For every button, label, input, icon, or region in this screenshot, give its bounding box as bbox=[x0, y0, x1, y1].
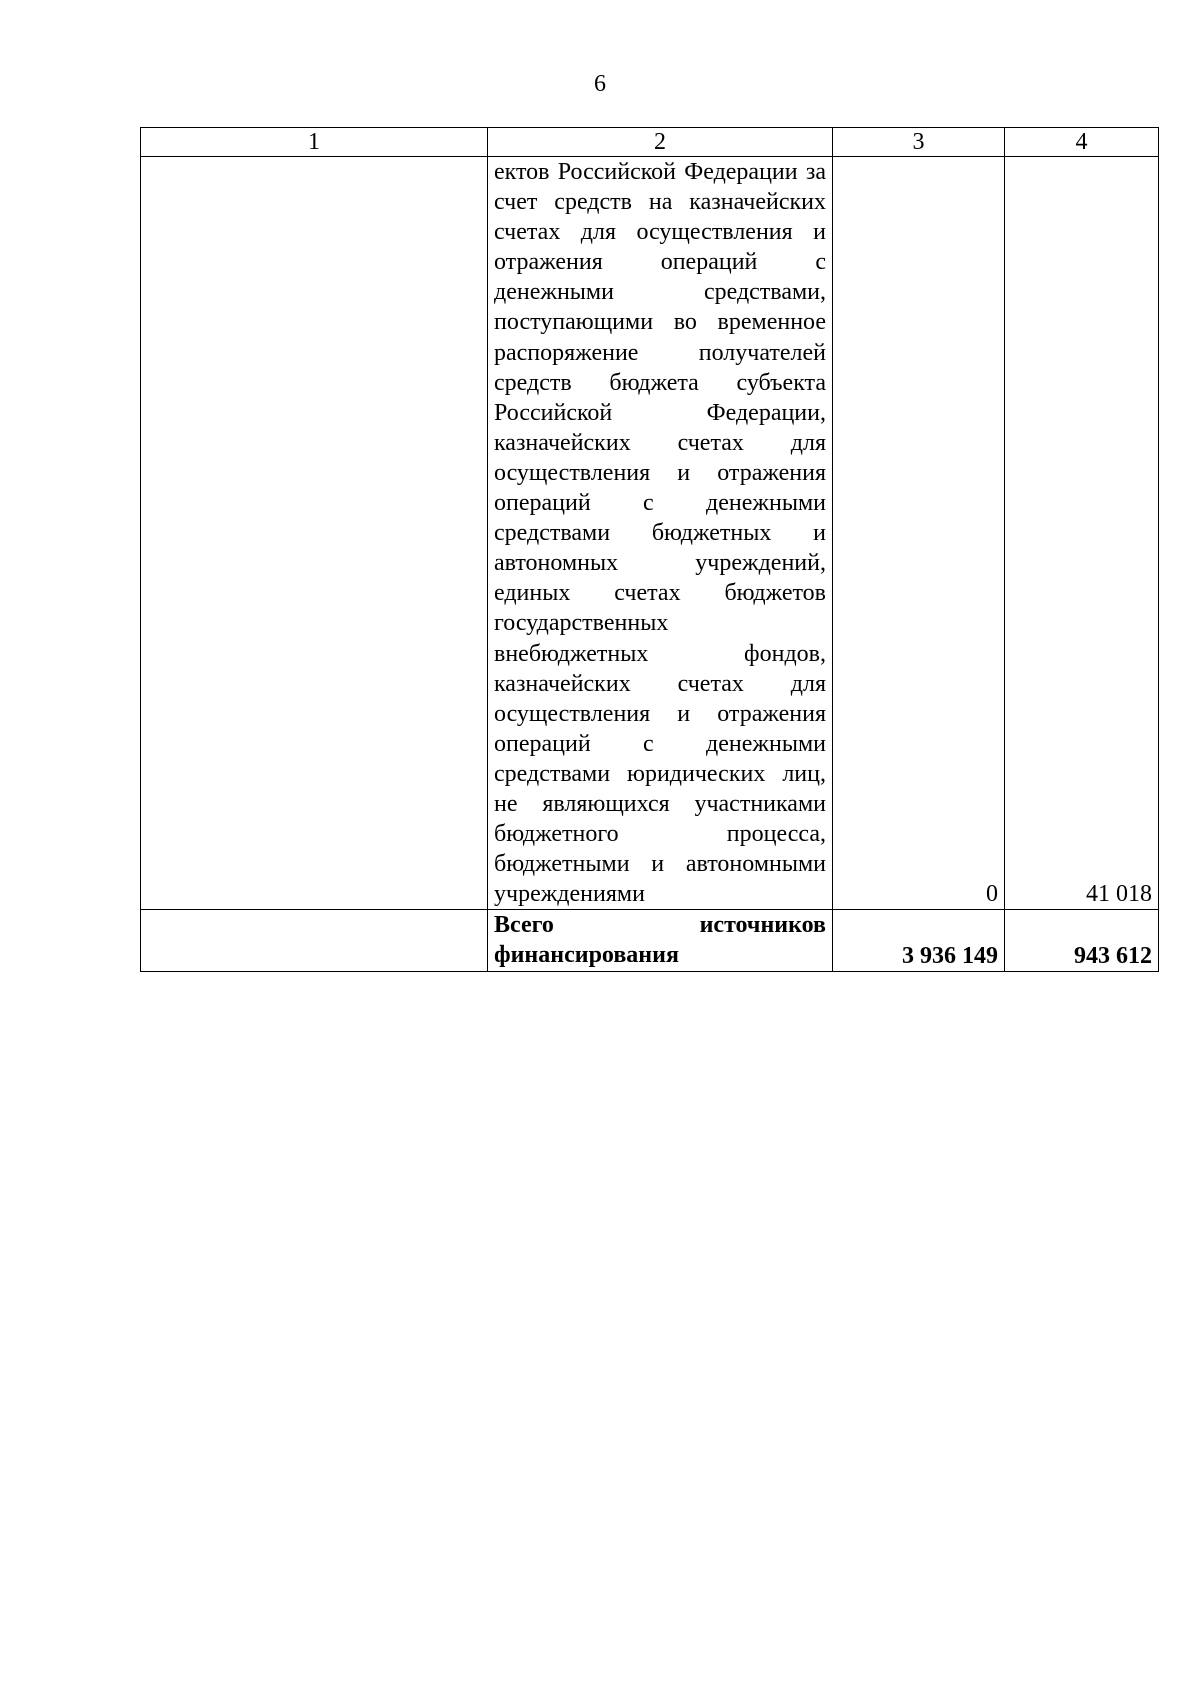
column-header-3: 3 bbox=[833, 128, 1005, 157]
row-code-cell bbox=[141, 157, 488, 910]
column-header-1: 1 bbox=[141, 128, 488, 157]
row-value-3-cell: 0 bbox=[833, 157, 1005, 910]
table-header-row bbox=[141, 128, 1159, 157]
column-header-2: 2 bbox=[488, 128, 833, 157]
column-header-4: 4 bbox=[1005, 128, 1159, 157]
financing-sources-table bbox=[140, 127, 1159, 972]
page-number: 6 bbox=[594, 71, 606, 97]
table-row bbox=[141, 157, 1159, 910]
row-description-cell: ектов Российской Федерации за счет средств на казначейских счетах для осуществления и отражения операций с денежными средствами, поступающими во временное распоряжение получателей средств бюджета субъекта Российской Федерации, казначейских счетах для осуществления и отражения операций с денежными средствами бюджетных и автономных учреждений, единых счетах бюджетов государственных внебюджетных фондов, казначейских счетах для осуществления и отражения операций с денежными средствами юридических лиц, не являющихся участниками бюджетного процесса, бюджетными и автономными учреждениями bbox=[488, 157, 833, 910]
total-value-4-cell: 943 612 bbox=[1005, 910, 1159, 971]
row-value-4-cell: 41 018 bbox=[1005, 157, 1159, 910]
total-row bbox=[141, 910, 1159, 971]
total-value-3-cell: 3 936 149 bbox=[833, 910, 1005, 971]
total-code-cell bbox=[141, 910, 488, 971]
total-description-cell: Всего источников финансирования bbox=[488, 910, 833, 971]
